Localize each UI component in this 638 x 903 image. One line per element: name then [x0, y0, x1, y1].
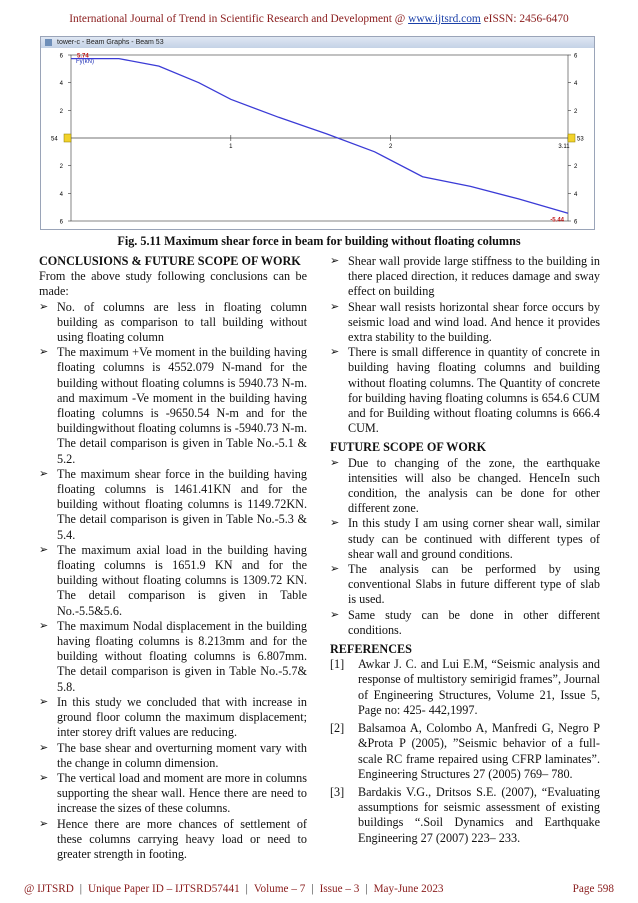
footer-separator: | — [311, 883, 314, 895]
conclusion-item — [39, 300, 307, 346]
y-tick-label-left: 6 — [59, 53, 63, 60]
conclusions-list-continued — [330, 254, 600, 436]
arrow-bullet-icon: ➢ — [39, 619, 49, 632]
bullet-text: Shear wall resists horizontal shear force occurs by seismic load and wind load. And hence it provides extra stability to the building. — [348, 299, 600, 345]
conclusion-item — [330, 345, 600, 436]
y-tick-label-right: 6 — [574, 219, 578, 226]
conclusion-item — [39, 695, 307, 741]
y-tick-label-left: 4 — [59, 191, 63, 198]
window-title: tower-c - Beam Graphs - Beam 53 — [57, 39, 164, 46]
max-value-label: 5.74 — [77, 53, 89, 60]
arrow-bullet-icon: ➢ — [330, 300, 340, 313]
page-footer — [24, 883, 614, 895]
bullet-text: There is small difference in quantity of concrete in building having floating columns and building without floating columns. The Quantity of concrete for building having floating columns is 654.6 CUM and for Building without floating columns is 666.4 CUM. — [348, 345, 600, 436]
y-tick-label-left: 4 — [59, 81, 63, 88]
footer-separator: | — [79, 883, 83, 895]
footer-volume: Volume – 7 — [253, 883, 306, 895]
future-scope-list — [330, 456, 600, 638]
bullet-text: Shear wall provide large stiffness to the building in there placed direction, it reduces damage and sway effect on building — [348, 254, 600, 299]
app-icon — [45, 39, 52, 46]
bullet-text: The maximum shear force in the building having floating columns is 1461.41KN and for the building without floating columns is 1149.72KN. The detail comparison is given in Table No.-5.3 & 5.4. — [57, 466, 307, 542]
x-tick-label: 3.11 — [558, 144, 570, 150]
journal-header — [0, 13, 638, 25]
bullet-text: Hence there are more chances of settlement of these columns carrying heavy load or need to greater strength in footing. — [57, 816, 307, 861]
y-tick-label-right: 6 — [574, 53, 578, 60]
shear-force-chart — [41, 49, 594, 227]
reference-number: [2] — [330, 721, 345, 736]
conclusions-list — [39, 300, 307, 863]
future-scope-item — [330, 608, 600, 638]
bullet-text: The maximum +Ve moment in the building having floating columns is 4552.079 N-mand for the building without floating columns is 5940.73 N-m. and maximum -Ve moment in the building having floating columns is -9650.54 N-m and for the buildingwithout floating columns is -5940.73 N-m. The detail comparison is given in Table No.-5.1 & 5.2. — [57, 345, 307, 466]
footer-separator: | — [245, 883, 248, 895]
conclusion-item — [39, 345, 307, 467]
reference-text: Awkar J. C. and Lui E.M, “Seismic analysis and response of multistory semirigid frames”, Journal of Engineering Structures, Volume 21, Issue 5, Page no: 425- 442,1997. — [358, 657, 600, 717]
arrow-bullet-icon: ➢ — [330, 608, 340, 621]
future-scope-heading: FUTURE SCOPE OF WORK — [330, 440, 487, 455]
arrow-bullet-icon: ➢ — [330, 517, 340, 530]
left-node-label: 54 — [51, 136, 58, 143]
future-scope-item — [330, 456, 600, 517]
y-tick-label-right: 2 — [574, 108, 578, 115]
reference-number: [3] — [330, 784, 345, 799]
conclusion-item — [39, 619, 307, 695]
y-tick-label-right: 2 — [574, 164, 578, 171]
arrow-bullet-icon: ➢ — [39, 467, 49, 480]
y-tick-label-right: 4 — [574, 81, 578, 88]
left-column — [39, 254, 307, 862]
future-scope-item — [330, 562, 600, 608]
arrow-bullet-icon: ➢ — [39, 300, 49, 313]
x-tick-label: 1 — [229, 144, 233, 150]
reference-text: Balsamoa A, Colombo A, Manfredi G, Negro P &Prota P (2005), ”Seismic behavior of a full-scale RC frame repaired using CFRP laminates”. Engineering Structures 27 (2005) 769– 780. — [358, 721, 600, 781]
arrow-bullet-icon: ➢ — [330, 255, 340, 267]
header-suffix: eISSN: 2456-6470 — [480, 13, 569, 25]
figure-caption: Fig. 5.11 Maximum shear force in beam for building without floating columns — [117, 234, 521, 248]
arrow-bullet-icon: ➢ — [39, 695, 49, 708]
footer-separator: | — [365, 883, 368, 895]
reference-item — [330, 785, 600, 846]
beam-graph-window — [40, 36, 595, 230]
arrow-bullet-icon: ➢ — [39, 346, 49, 359]
reference-text: Bardakis V.G., Dritsos S.E. (2007), “Evaluating assumptions for seismic assessment of existing buildings “.Soil Dynamics and Earthquake Engineering 27 (2007) 223– 233. — [358, 784, 600, 845]
y-tick-label-left: 6 — [59, 219, 63, 226]
right-node-label: 53 — [577, 136, 584, 143]
references-heading: REFERENCES — [330, 642, 412, 657]
y-tick-label-right: 4 — [574, 191, 578, 198]
right-support-marker — [568, 134, 575, 142]
window-titlebar — [41, 37, 594, 48]
conclusion-item — [39, 817, 307, 863]
conclusion-item — [39, 467, 307, 543]
bullet-text: The maximum axial load in the building having floating columns is 1651.9 KN and for the building without floating columns is 1309.72 KN. The detail comparison is given in Table No.-5.5&5.6. — [57, 542, 307, 618]
bullet-text: In this study I am using corner shear wall, similar study can be continued with different types of shear wall and ground conditions. — [348, 516, 600, 561]
footer-page-number: Page 598 — [572, 883, 614, 895]
bullet-text: Same study can be done in other different conditions. — [348, 607, 600, 637]
arrow-bullet-icon: ➢ — [39, 817, 49, 830]
left-support-marker — [64, 134, 71, 142]
conclusion-item — [39, 771, 307, 817]
reference-number: [1] — [330, 657, 345, 672]
bullet-text: In this study we concluded that with increase in ground floor column the maximum displacement; inter storey drift values are reducing. — [57, 694, 307, 740]
y-tick-label-left: 2 — [59, 164, 63, 171]
references-list — [330, 657, 600, 845]
arrow-bullet-icon: ➢ — [330, 563, 340, 576]
right-column — [330, 254, 600, 849]
conclusion-item — [330, 300, 600, 346]
min-value-label: -5.44 — [550, 217, 564, 224]
arrow-bullet-icon: ➢ — [330, 346, 340, 359]
reference-item — [330, 721, 600, 782]
footer-date: May-June 2023 — [373, 883, 444, 895]
header-url-link[interactable]: www.ijtsrd.com — [408, 13, 481, 25]
conclusion-item — [39, 741, 307, 771]
future-scope-item — [330, 516, 600, 562]
bullet-text: The vertical load and moment are more in columns supporting the shear wall. Hence there are need to increase the sizes of these columns. — [57, 770, 307, 816]
conclusion-item — [39, 543, 307, 619]
bullet-text: No. of columns are less in floating column building as comparison to tall building without using floating column — [57, 299, 307, 345]
reference-item — [330, 657, 600, 718]
bullet-text: The base shear and overturning moment vary with the change in column dimension. — [57, 740, 307, 770]
bullet-text: Due to changing of the zone, the earthquake intensities will also be changed. HenceIn such condition, the analysis can be done for other different zone. — [348, 455, 600, 516]
conclusions-intro: From the above study following conclusions can be made: — [39, 269, 307, 299]
arrow-bullet-icon: ➢ — [39, 771, 49, 784]
arrow-bullet-icon: ➢ — [330, 456, 340, 469]
footer-paper-id: Unique Paper ID – IJTSRD57441 — [88, 883, 240, 895]
arrow-bullet-icon: ➢ — [39, 543, 49, 556]
bullet-text: The maximum Nodal displacement in the building having floating columns is 8.213mm and for the building without floating columns is 6.807mm. The detail comparison is given in Table No.-5.7& 5.8. — [57, 618, 307, 694]
y-tick-label-left: 2 — [59, 108, 63, 115]
conclusions-heading: CONCLUSIONS & FUTURE SCOPE OF WORK — [39, 254, 301, 268]
arrow-bullet-icon: ➢ — [39, 741, 49, 754]
header-prefix: International Journal of Trend in Scientific Research and Development @ — [69, 13, 409, 25]
footer-journal: @ IJTSRD — [24, 883, 74, 895]
conclusion-item — [330, 254, 600, 300]
x-tick-label: 2 — [388, 144, 393, 150]
footer-issue: Issue – 3 — [319, 883, 360, 895]
bullet-text: The analysis can be performed by using conventional Slabs in future different type of slab is used. — [348, 562, 600, 607]
y-axis-label: Fy(kN) — [76, 59, 94, 65]
